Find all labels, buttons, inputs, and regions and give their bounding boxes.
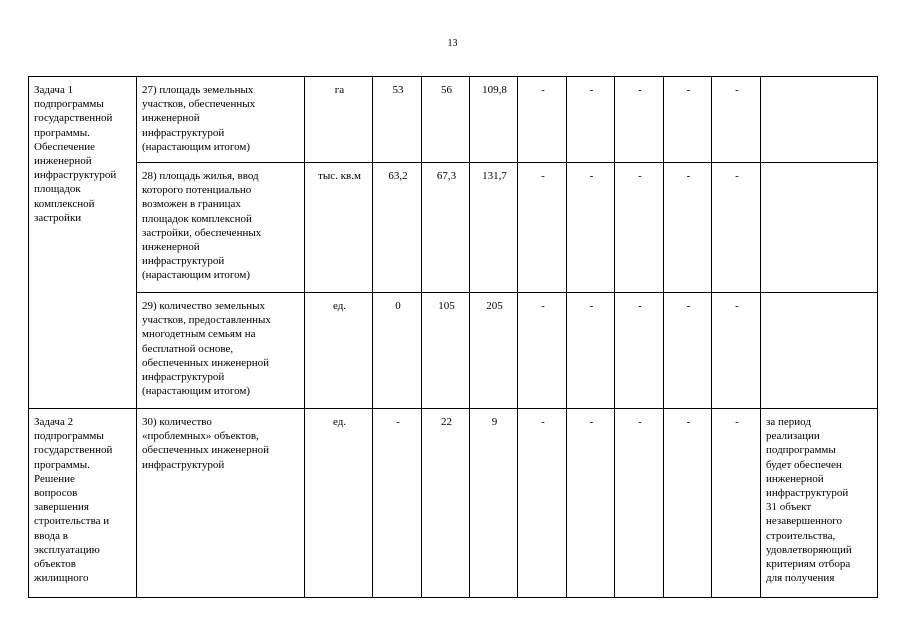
note-cell: за период реализации подпрограммы будет обеспечен инженерной инфраструктурой 31 объект незавершенного строительства, удовлетворяющий критериям отбора для получения [761,409,878,598]
dash-cell: - [518,77,567,163]
value-cell: - [373,409,422,598]
unit-cell: ед. [305,409,373,598]
dash-cell: - [664,409,712,598]
task-2-cell: Задача 2 подпрограммы государственной программы. Решение вопросов завершения строительства и ввода в эксплуатацию объектов жилищного [29,409,137,598]
dash-cell: - [615,409,664,598]
value-cell: 56 [422,77,470,163]
indicator-29-cell: 29) количество земельных участков, предоставленных многодетным семьям на бесплатной основе, обеспеченных инженерной инфраструктурой (нарастающим итогом) [137,293,305,409]
dash-cell: - [567,163,615,293]
note-cell [761,163,878,293]
indicator-28-cell: 28) площадь жилья, ввод которого потенциально возможен в границах площадок комплексной застройки, обеспеченных инженерной инфраструктурой (нарастающим итогом) [137,163,305,293]
value-cell: 63,2 [373,163,422,293]
dash-cell: - [664,77,712,163]
dash-cell: - [567,409,615,598]
indicator-27-cell: 27) площадь земельных участков, обеспеченных инженерной инфраструктурой (нарастающим итогом) [137,77,305,163]
note-cell [761,77,878,163]
value-cell: 205 [470,293,518,409]
indicators-table [28,76,878,598]
table-row [29,293,878,409]
dash-cell: - [712,409,761,598]
value-cell: 105 [422,293,470,409]
dash-cell: - [664,293,712,409]
dash-cell: - [615,77,664,163]
value-cell: 0 [373,293,422,409]
task-1-cell: Задача 1 подпрограммы государственной программы. Обеспечение инженерной инфраструктурой площадок комплексной застройки [29,77,137,409]
value-cell: 109,8 [470,77,518,163]
value-cell: 67,3 [422,163,470,293]
note-cell [761,293,878,409]
unit-cell: ед. [305,293,373,409]
table-row [29,163,878,293]
value-cell: 22 [422,409,470,598]
value-cell: 131,7 [470,163,518,293]
indicator-30-cell: 30) количество «проблемных» объектов, обеспеченных инженерной инфраструктурой [137,409,305,598]
dash-cell: - [615,293,664,409]
unit-cell: га [305,77,373,163]
value-cell: 53 [373,77,422,163]
page-number: 13 [447,38,458,49]
dash-cell: - [664,163,712,293]
table-row [29,409,878,598]
dash-cell: - [567,293,615,409]
unit-cell: тыс. кв.м [305,163,373,293]
dash-cell: - [712,163,761,293]
dash-cell: - [518,409,567,598]
dash-cell: - [712,77,761,163]
table-row [29,77,878,163]
dash-cell: - [712,293,761,409]
dash-cell: - [615,163,664,293]
value-cell: 9 [470,409,518,598]
dash-cell: - [567,77,615,163]
dash-cell: - [518,163,567,293]
dash-cell: - [518,293,567,409]
